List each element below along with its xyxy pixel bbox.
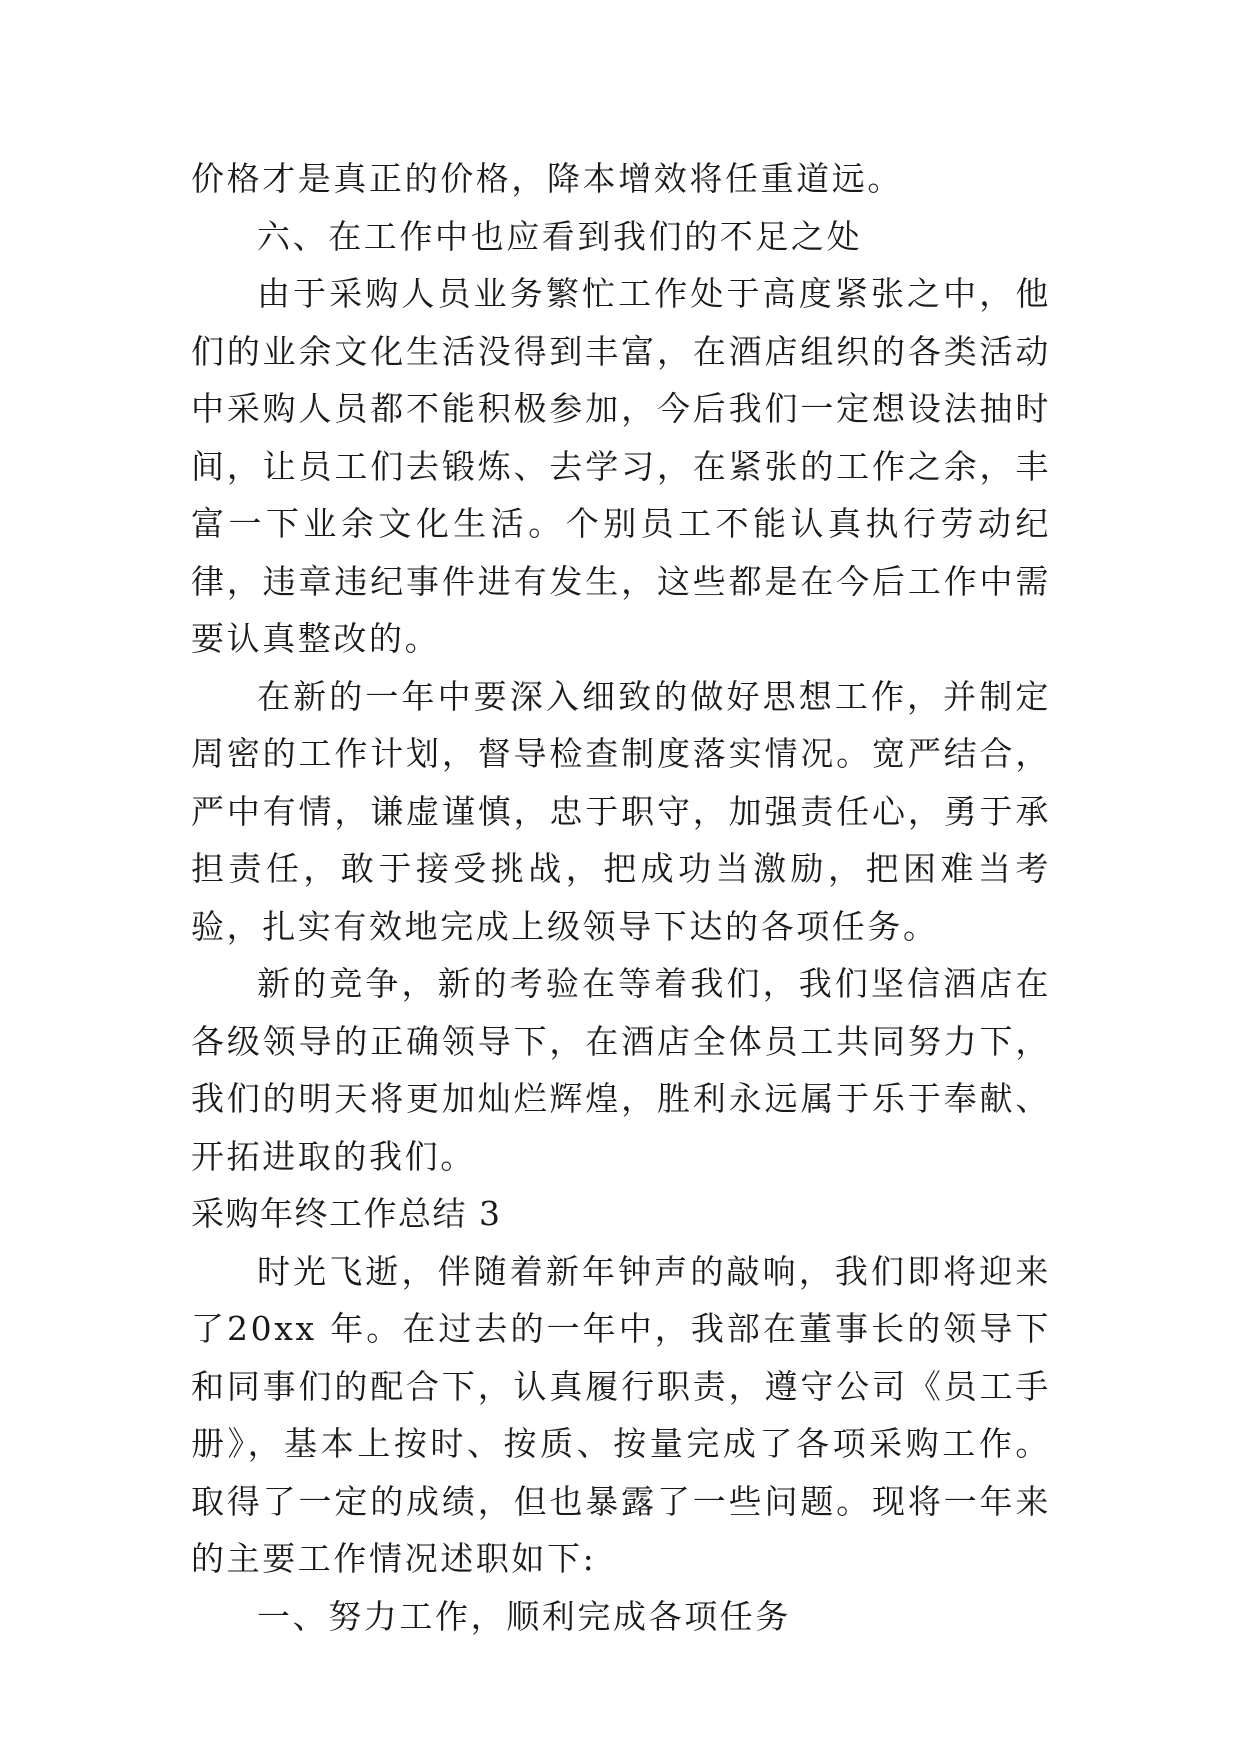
paragraph-outlook: 新的竞争，新的考验在等着我们，我们坚信酒店在各级领导的正确领导下，在酒店全体员工共同努力下，我们的明天将更加灿烂辉煌，胜利永远属于乐于奉献、开拓进取的我们。	[191, 964, 1051, 1176]
document-body	[191, 150, 1051, 1645]
paragraph-shortcomings: 由于采购人员业务繁忙工作处于高度紧张之中，他们的业余文化生活没得到丰富，在酒店组织的各类活动中采购人员都不能积极参加，今后我们一定想设法抽时间，让员工们去锻炼、去学习，在紧张的工作之余，丰富一下业余文化生活。个别员工不能认真执行劳动纪律，违章违纪事件进有发生，这些都是在今后工作中需要认真整改的。	[191, 274, 1051, 658]
paragraph-intro: 时光飞逝，伴随着新年钟声的敲响，我们即将迎来了20xx 年。在过去的一年中，我部在董事长的领导下和同事们的配合下，认真履行职责，遵守公司《员工手册》，基本上按时、按质、按量完成了各项采购工作。取得了一定的成绩，但也暴露了一些问题。现将一年来的主要工作情况述职如下:	[191, 1251, 1051, 1578]
paragraph-new-year-plan: 在新的一年中要深入细致的做好思想工作，并制定周密的工作计划，督导检查制度落实情况。宽严结合，严中有情，谦虚谨慎，忠于职守，加强责任心，勇于承担责任，敢于接受挑战，把成功当激励，把困难当考验，扎实有效地完成上级领导下达的各项任务。	[191, 676, 1051, 946]
paragraph-continuation: 价格才是真正的价格，降本增效将任重道远。	[191, 159, 903, 198]
section-heading-shortcomings: 六、在工作中也应看到我们的不足之处	[257, 216, 863, 256]
section-heading-tasks: 一、努力工作，顺利完成各项任务	[257, 1596, 791, 1636]
document-section-title: 采购年终工作总结 3	[191, 1194, 502, 1233]
